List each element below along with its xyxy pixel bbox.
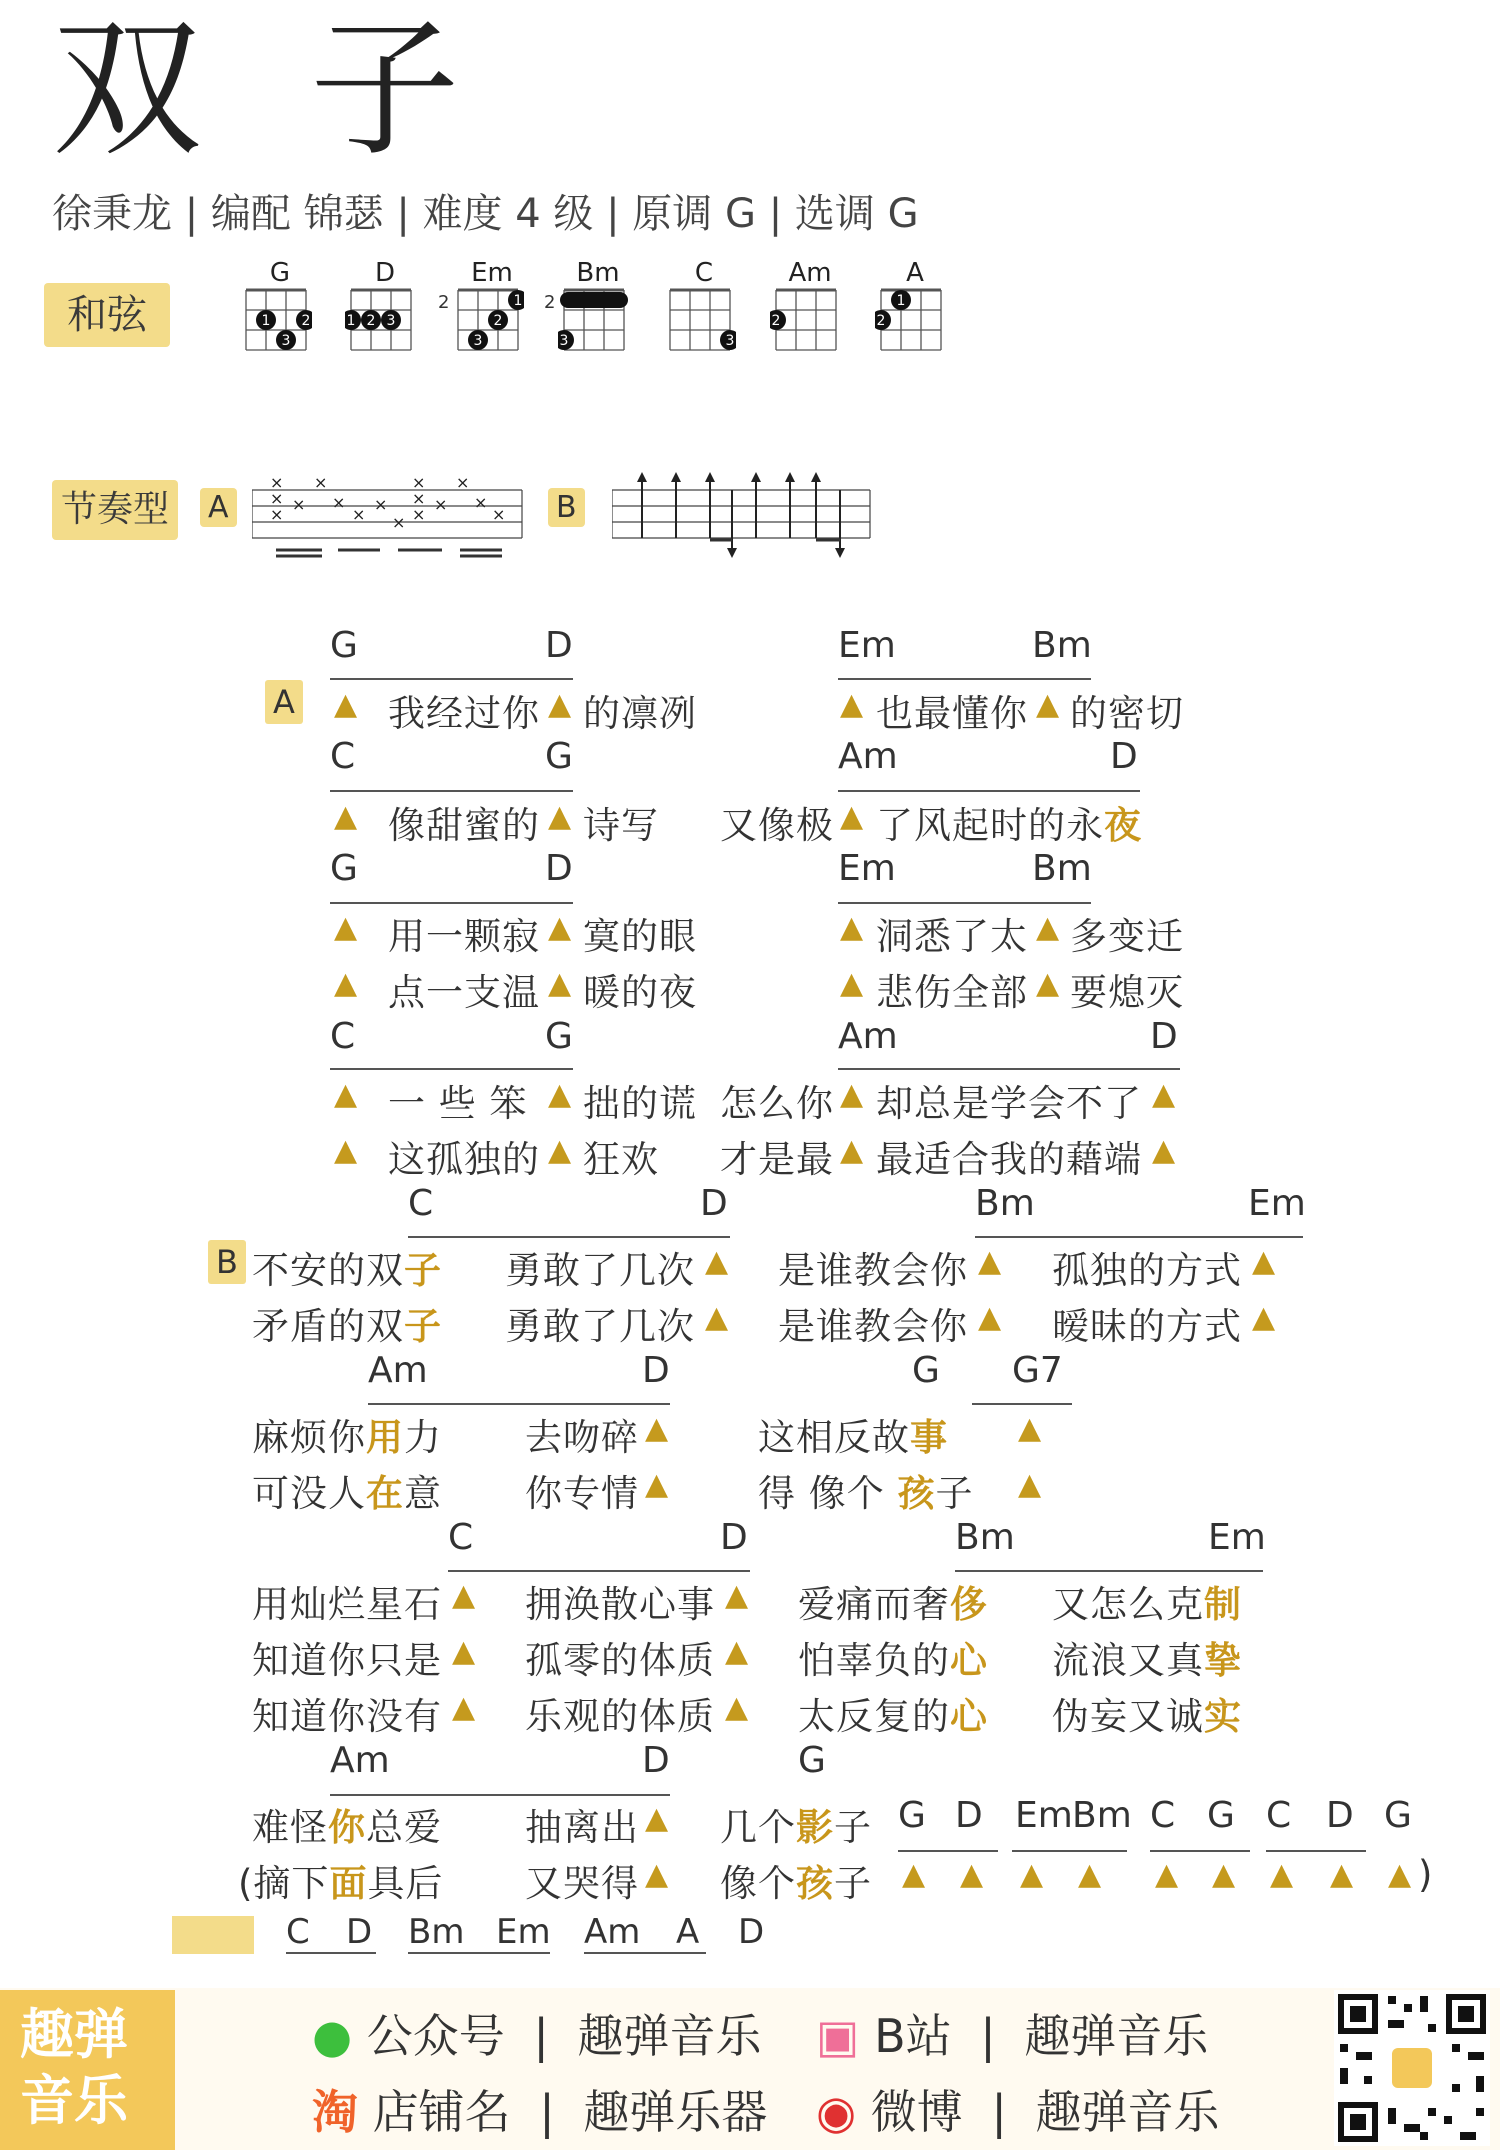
bar-line: [330, 902, 573, 904]
lyric-line: [252, 1296, 442, 1350]
chord-name: Bm: [1032, 848, 1092, 889]
lyric-highlight: 制: [1204, 1583, 1242, 1626]
wechat-value: 趣弹音乐: [577, 2009, 762, 2063]
bar-line: [1266, 1850, 1366, 1852]
lyric-line: [876, 795, 1142, 849]
chord-name: C: [448, 1517, 474, 1558]
lyric-text: 怕辜负的: [798, 1639, 950, 1682]
svg-text:×: ×: [332, 493, 346, 512]
strum-triangle-icon: ▲: [334, 1077, 358, 1112]
lyric-highlight: 在: [366, 1472, 404, 1515]
lyric-text: 伪妄又诚: [1052, 1695, 1204, 1738]
finger-number: 3: [386, 313, 396, 329]
strum-triangle-icon: ▲: [1212, 1857, 1236, 1892]
chord-name: D: [545, 625, 573, 666]
lyric-text: 了风起时的永: [876, 804, 1104, 847]
lyric-line: 你专情: [525, 1472, 639, 1515]
chord-name: D: [955, 1795, 983, 1836]
lyric-text: 不安的双: [252, 1249, 404, 1292]
strum-triangle-icon: ▲: [1330, 1857, 1354, 1892]
lyric-line: 的凛冽: [583, 692, 697, 735]
strum-triangle-icon: ▲: [725, 1634, 749, 1669]
chord-name: G: [1384, 1795, 1412, 1836]
footer-logo: [0, 1990, 175, 2150]
chord-name: G: [545, 1016, 573, 1057]
strum-triangle-icon: ▲: [1270, 1857, 1294, 1892]
lyric-highlight: 挚: [1204, 1639, 1242, 1682]
svg-text:×: ×: [392, 513, 406, 532]
bar-line: [975, 1236, 1303, 1238]
chord-name: Em: [1015, 1795, 1073, 1836]
strum-triangle-icon: ▲: [1155, 1857, 1179, 1892]
finger-number: 3: [725, 333, 735, 349]
lyric-line: 抽离出: [525, 1806, 639, 1849]
bar-line: [838, 678, 1091, 680]
strum-triangle-icon: ▲: [645, 1467, 669, 1502]
lyric-highlight: 子: [404, 1249, 442, 1292]
rhythm-b-pattern: [612, 470, 872, 562]
bar-line: [838, 902, 1091, 904]
strum-triangle-icon: ▲: [1152, 1077, 1176, 1112]
lyric-line: 最适合我的藉端: [876, 1138, 1142, 1181]
strum-triangle-icon: ▲: [548, 910, 572, 945]
svg-text:×: ×: [434, 495, 448, 514]
chord-name: Em: [471, 258, 513, 288]
wechat-icon: ●: [312, 2009, 353, 2063]
strum-triangle-icon: ▲: [1152, 1133, 1176, 1168]
bar-line: [838, 790, 1140, 792]
chord-name: A: [906, 258, 924, 288]
chord-name: D: [1326, 1795, 1354, 1836]
lyric-highlight: 面: [329, 1862, 368, 1905]
lyric-text: 子: [834, 1806, 872, 1849]
chord-name: D: [720, 1517, 748, 1558]
chord-name: Bm: [408, 1912, 465, 1952]
lyric-text: 意: [404, 1472, 442, 1515]
chord-name: C: [330, 1016, 356, 1057]
lyric-line: 狂欢: [583, 1138, 659, 1181]
lyric-text: 矛盾的双: [252, 1305, 404, 1348]
lyric-text: 可没人: [252, 1472, 366, 1515]
strum-triangle-icon: ▲: [548, 687, 572, 722]
chord-name: Bm: [1032, 625, 1092, 666]
chord-name: A: [676, 1912, 700, 1952]
lyric-line: 又哭得: [525, 1862, 639, 1905]
finger-number: 2: [493, 313, 503, 329]
chord-name: Am: [838, 1016, 898, 1057]
chord-name: Am: [584, 1912, 641, 1952]
lyric-line: 是谁教会你: [778, 1305, 968, 1348]
chord-name: Bm: [576, 258, 620, 288]
strum-triangle-icon: ▲: [548, 1077, 572, 1112]
lyric-highlight: 影: [796, 1806, 834, 1849]
chord-name: Bm: [1072, 1795, 1132, 1836]
lyric-highlight: 夜: [1104, 804, 1142, 847]
lyric-line: [798, 1630, 988, 1684]
strum-triangle-icon: ▲: [1020, 1857, 1044, 1892]
strum-triangle-icon: ▲: [1036, 910, 1060, 945]
strum-triangle-icon: ▲: [840, 1133, 864, 1168]
chord-name: G: [269, 258, 291, 288]
strum-triangle-icon: ▲: [334, 966, 358, 1001]
strum-triangle-icon: ▲: [452, 1578, 476, 1613]
chord-name: Am: [838, 736, 898, 777]
chord-name: Am: [330, 1740, 390, 1781]
lyric-line: 多变迁: [1070, 915, 1184, 958]
bar-line: [330, 1794, 670, 1796]
lyric-line: 用灿烂星石: [252, 1583, 442, 1626]
shop-row[interactable]: [312, 2076, 767, 2142]
lyric-text: 流浪又真: [1052, 1639, 1204, 1682]
chord-name: D: [700, 1183, 728, 1224]
bar-line: [955, 1570, 1263, 1572]
lyric-text: 太反复的: [798, 1695, 950, 1738]
strum-triangle-icon: ▲: [548, 966, 572, 1001]
rhythm-label: 节奏型: [52, 480, 178, 540]
lyric-line: 的密切: [1070, 692, 1184, 735]
bar-line: [408, 1952, 550, 1954]
lyric-text: 具后: [367, 1862, 444, 1905]
lyric-line: [1052, 1630, 1242, 1684]
strum-triangle-icon: ▲: [548, 799, 572, 834]
lyric-line: [238, 1853, 443, 1907]
svg-text:×: ×: [270, 505, 284, 524]
finger-number: 2: [771, 313, 781, 329]
lyric-line: [252, 1797, 442, 1851]
strum-triangle-icon: ▲: [725, 1578, 749, 1613]
svg-text:×: ×: [374, 495, 388, 514]
lyric-line: [252, 1240, 442, 1294]
lyric-highlight: 孩: [796, 1862, 834, 1905]
lyric-text: 力: [404, 1416, 442, 1459]
svg-text:×: ×: [412, 505, 426, 524]
chord-name: G: [330, 848, 358, 889]
lyric-line: 我经过你: [388, 692, 540, 735]
lyric-line: 去吻碎: [525, 1416, 639, 1459]
lyric-highlight: 你: [328, 1806, 366, 1849]
rhythm-a-pattern: [252, 470, 527, 562]
finger-number: 1: [896, 293, 906, 309]
svg-text:×: ×: [474, 493, 488, 512]
lyric-text: 难怪: [252, 1806, 328, 1849]
shop-label: 店铺名: [372, 2085, 511, 2139]
lyric-line: [720, 1797, 872, 1851]
lyric-line: 知道你没有: [252, 1695, 442, 1738]
lyric-line: 点一支温: [388, 971, 540, 1014]
strum-triangle-icon: ▲: [452, 1634, 476, 1669]
chord-name: C: [408, 1183, 434, 1224]
shop-value: 趣弹乐器: [583, 2085, 768, 2139]
chord-name: D: [1150, 1016, 1178, 1057]
song-meta: 徐秉龙 | 编配 锦瑟 | 难度 4 级 | 原调 G | 选调 G: [52, 191, 919, 237]
section-marker-b: B: [208, 1240, 246, 1284]
lyric-line: 像甜蜜的: [388, 804, 540, 847]
strum-triangle-icon: ▲: [725, 1690, 749, 1725]
chord-name: D: [642, 1740, 670, 1781]
strum-triangle-icon: ▲: [334, 687, 358, 722]
lyric-line: [720, 1853, 872, 1907]
strum-triangle-icon: ▲: [840, 1077, 864, 1112]
taobao-icon: 淘: [312, 2085, 358, 2139]
lyric-line: 乐观的体质: [525, 1695, 715, 1738]
chord-name: G: [330, 625, 358, 666]
strum-triangle-icon: ▲: [1018, 1411, 1042, 1446]
qr-code-icon[interactable]: [1334, 1990, 1490, 2146]
chord-grid: [664, 288, 736, 352]
footer-logo-line1: 趣弹: [20, 2003, 128, 2066]
chord-name: C: [286, 1912, 310, 1952]
bilibili-label: B站: [874, 2009, 952, 2063]
strum-triangle-icon: ▲: [978, 1300, 1002, 1335]
chord-name: G: [545, 736, 573, 777]
chord-grid: [558, 288, 630, 352]
chord-name: G: [898, 1795, 926, 1836]
strum-triangle-icon: ▲: [452, 1690, 476, 1725]
separator: |: [539, 2085, 555, 2139]
lyric-line: [798, 1574, 988, 1628]
finger-number: 2: [366, 313, 376, 329]
finger-number: 1: [261, 313, 271, 329]
lyric-line: 是谁教会你: [778, 1249, 968, 1292]
wechat-row[interactable]: [312, 2000, 762, 2066]
lyric-text: 爱痛而奢: [798, 1583, 950, 1626]
wechat-label: 公众号: [366, 2009, 505, 2063]
chord-name: C: [1266, 1795, 1292, 1836]
chord-grid: [875, 288, 947, 352]
strum-triangle-icon: ▲: [840, 687, 864, 722]
lyric-line: 拥涣散心事: [525, 1583, 715, 1626]
strum-triangle-icon: ▲: [705, 1300, 729, 1335]
lyric-highlight: 用: [366, 1416, 404, 1459]
lyric-line: 寞的眼: [583, 915, 697, 958]
rhythm-a-label: A: [200, 488, 237, 527]
bar-line: [972, 1403, 1072, 1405]
lyric-line: [252, 1407, 442, 1461]
lyric-line: 又像极: [720, 804, 834, 847]
finger-number: 2: [876, 313, 886, 329]
strum-triangle-icon: ▲: [334, 1133, 358, 1168]
lyric-line: [758, 1463, 974, 1517]
lyric-line: [798, 1686, 988, 1740]
lyric-text: 子: [935, 1472, 974, 1515]
chords-label: 和弦: [44, 283, 170, 347]
lyric-text: 又怎么克: [1052, 1583, 1204, 1626]
bar-line: [330, 1068, 573, 1070]
svg-text:×: ×: [270, 489, 284, 508]
lyric-line: 一 些 笨: [388, 1082, 528, 1125]
lyric-line: 洞悉了太: [876, 915, 1028, 958]
chord-name: D: [642, 1350, 670, 1391]
finger-number: 3: [473, 333, 483, 349]
strum-triangle-icon: ▲: [705, 1244, 729, 1279]
chord-name: Em: [1248, 1183, 1306, 1224]
chord-name: Em: [838, 848, 896, 889]
finger-number: 1: [513, 293, 523, 309]
finger-number: 3: [281, 333, 291, 349]
lyric-line: [758, 1407, 948, 1461]
lyric-line: 也最懂你: [876, 692, 1028, 735]
lyric-line: 暖的夜: [583, 971, 697, 1014]
chord-grid: [452, 288, 524, 352]
weibo-icon: ◉: [816, 2085, 857, 2139]
svg-text:×: ×: [292, 495, 306, 514]
svg-text:×: ×: [412, 489, 426, 508]
lyric-highlight: 子: [404, 1305, 442, 1348]
lyric-text: (摘下: [238, 1862, 330, 1905]
chord-name: Bm: [975, 1183, 1035, 1224]
lyric-line: 勇敢了几次: [505, 1305, 695, 1348]
lyric-line: 才是最: [720, 1138, 834, 1181]
lyric-text: 得 像个: [758, 1472, 898, 1515]
svg-text:×: ×: [492, 505, 506, 524]
bar-line: [330, 678, 573, 680]
rhythm-b-label: B: [548, 488, 585, 527]
bar-line: [448, 1570, 750, 1572]
bar-line: [408, 1236, 730, 1238]
svg-text:×: ×: [270, 473, 284, 492]
chord-name: D: [346, 1912, 373, 1952]
strum-triangle-icon: ▲: [840, 966, 864, 1001]
chord-name: Em: [496, 1912, 551, 1952]
bar-line: [1012, 1850, 1127, 1852]
lyric-line: 孤零的体质: [525, 1639, 715, 1682]
chord-name: Em: [838, 625, 896, 666]
chord-name: G: [798, 1740, 826, 1781]
lyric-line: 悲伤全部: [876, 971, 1028, 1014]
lyric-text: 麻烦你: [252, 1416, 366, 1459]
weibo-value: 趣弹音乐: [1035, 2085, 1220, 2139]
strum-triangle-icon: ▲: [1036, 966, 1060, 1001]
chord-name: D: [738, 1912, 765, 1952]
strum-triangle-icon: ▲: [1388, 1857, 1412, 1892]
lyric-highlight: 心: [950, 1639, 988, 1682]
lyric-line: 暧昧的方式: [1052, 1305, 1242, 1348]
chord-name: D: [1110, 736, 1138, 777]
chord-name: Bm: [955, 1517, 1015, 1558]
lyric-line: 拙的谎: [583, 1082, 697, 1125]
chord-fret-label: 2: [544, 292, 556, 313]
lyric-highlight: 实: [1204, 1695, 1242, 1738]
lyric-line: 知道你只是: [252, 1639, 442, 1682]
strum-triangle-icon: ▲: [978, 1244, 1002, 1279]
svg-text:×: ×: [352, 505, 366, 524]
song-title: 双 子: [52, 3, 490, 177]
footer-logo-line2: 音乐: [20, 2069, 128, 2132]
finger-number: 1: [346, 313, 356, 329]
chord-name: G7: [1012, 1350, 1063, 1391]
finger-number: 2: [301, 313, 311, 329]
chord-name: Am: [368, 1350, 428, 1391]
finger-number: 3: [559, 333, 569, 349]
strum-triangle-icon: ▲: [645, 1801, 669, 1836]
lyric-text: 像个: [720, 1862, 796, 1905]
strum-triangle-icon: ▲: [334, 910, 358, 945]
lyric-line: 怎么你: [720, 1082, 834, 1125]
svg-text:×: ×: [456, 473, 470, 492]
lyric-line: 这孤独的: [388, 1138, 540, 1181]
lyric-line: 孤独的方式: [1052, 1249, 1242, 1292]
strum-triangle-icon: ▲: [1018, 1467, 1042, 1502]
lyric-line: [252, 1463, 442, 1517]
strum-triangle-icon: ▲: [902, 1857, 926, 1892]
strum-triangle-icon: ▲: [548, 1133, 572, 1168]
strum-triangle-icon: ▲: [840, 799, 864, 834]
bar-line: [1150, 1850, 1250, 1852]
lyric-text: 子: [834, 1862, 872, 1905]
strum-triangle-icon: ▲: [1078, 1857, 1102, 1892]
svg-text:×: ×: [314, 473, 328, 492]
lyric-text: 这相反故: [758, 1416, 910, 1459]
chord-grid: [770, 288, 842, 352]
bar-line: [368, 1403, 670, 1405]
separator: |: [533, 2009, 549, 2063]
chord-name: C: [1150, 1795, 1176, 1836]
chord-name: D: [374, 258, 396, 288]
strum-triangle-icon: ▲: [840, 910, 864, 945]
separator: |: [980, 2009, 996, 2063]
lyric-line: [1052, 1574, 1242, 1628]
chord-name: Em: [1208, 1517, 1266, 1558]
bar-line: [286, 1952, 376, 1954]
chord-grid: [345, 288, 417, 352]
bilibili-value: 趣弹音乐: [1024, 2009, 1209, 2063]
lyric-highlight: 事: [910, 1416, 948, 1459]
lyric-text: 几个: [720, 1806, 796, 1849]
weibo-row[interactable]: [816, 2076, 1220, 2142]
lyric-line: ): [1418, 1853, 1434, 1896]
chord-name: G: [912, 1350, 940, 1391]
bar-line: [330, 790, 573, 792]
lyric-highlight: 心: [950, 1695, 988, 1738]
strum-triangle-icon: ▲: [1252, 1300, 1276, 1335]
lyric-line: 却总是学会不了: [876, 1082, 1142, 1125]
lyric-line: 勇敢了几次: [505, 1249, 695, 1292]
strum-triangle-icon: ▲: [960, 1857, 984, 1892]
strum-triangle-icon: ▲: [645, 1411, 669, 1446]
lyric-highlight: 孩: [897, 1472, 936, 1515]
strum-triangle-icon: ▲: [1036, 687, 1060, 722]
weibo-label: 微博: [870, 2085, 963, 2139]
outro-marker: [172, 1916, 254, 1954]
strum-triangle-icon: ▲: [334, 799, 358, 834]
lyric-line: 要熄灭: [1070, 971, 1184, 1014]
bar-line: [898, 1850, 998, 1852]
lyric-line: 诗写: [583, 804, 659, 847]
chord-grid: [240, 288, 312, 352]
chord-name: C: [694, 258, 714, 288]
bilibili-row[interactable]: [816, 2000, 1208, 2066]
section-marker-a: A: [265, 680, 303, 724]
chord-name: D: [545, 848, 573, 889]
lyric-highlight: 侈: [950, 1583, 988, 1626]
separator: |: [991, 2085, 1007, 2139]
lyric-line: [1052, 1686, 1242, 1740]
lyric-line: 用一颗寂: [388, 915, 540, 958]
chord-name: G: [1207, 1795, 1235, 1836]
chord-name: Am: [788, 258, 832, 288]
bar-line: [584, 1952, 706, 1954]
bar-line: [838, 1068, 1180, 1070]
bilibili-icon: ▣: [816, 2009, 860, 2063]
lyric-text: 总爱: [366, 1806, 442, 1849]
chord-name: C: [330, 736, 356, 777]
chord-fret-label: 2: [438, 292, 450, 313]
strum-triangle-icon: ▲: [645, 1857, 669, 1892]
strum-triangle-icon: ▲: [1252, 1244, 1276, 1279]
svg-text:×: ×: [412, 473, 426, 492]
